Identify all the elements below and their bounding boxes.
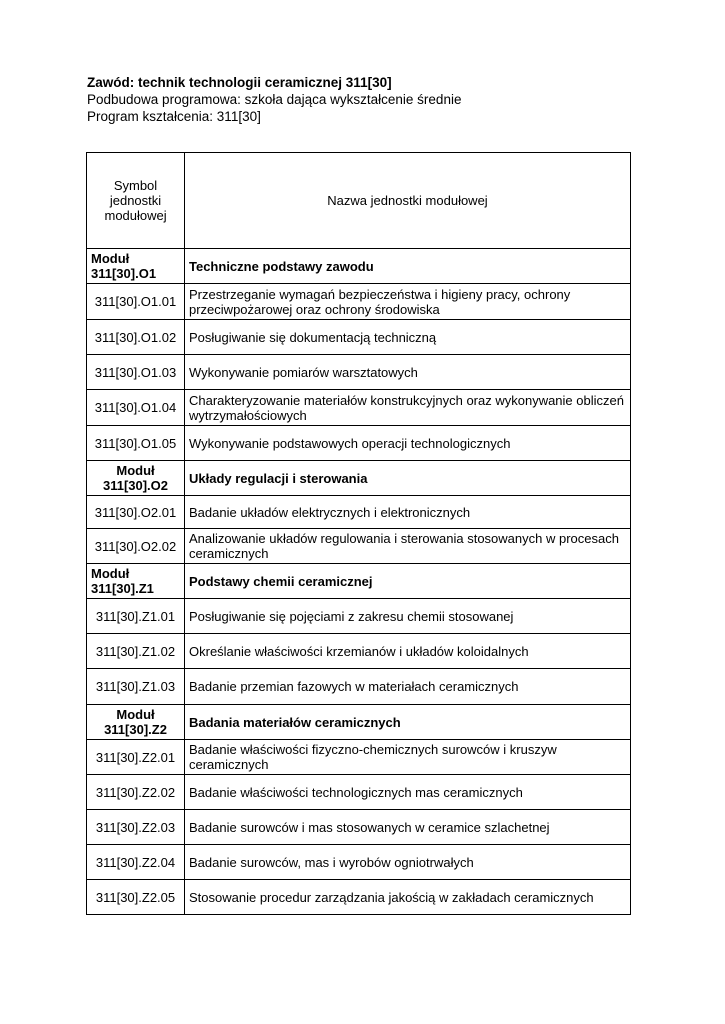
unit-name: Przestrzeganie wymagań bezpieczeństwa i higieny pracy, ochrony przeciwpożarowej oraz ochrony środowiska (185, 284, 631, 320)
table-row (87, 496, 631, 529)
unit-name: Charakteryzowanie materiałów konstrukcyjnych oraz wykonywanie obliczeń wytrzymałościowych (185, 390, 631, 426)
header-symbol: Symbol jednostki modułowej (87, 153, 185, 249)
unit-name: Określanie właściwości krzemianów i układów koloidalnych (185, 634, 631, 669)
table-row (87, 669, 631, 705)
table-row (87, 599, 631, 634)
table-row (87, 775, 631, 810)
unit-name: Badanie surowców i mas stosowanych w ceramice szlachetnej (185, 810, 631, 845)
header-name: Nazwa jednostki modułowej (185, 153, 631, 249)
unit-symbol: 311[30].Z1.01 (87, 599, 185, 634)
unit-name: Analizowanie układów regulowania i sterowania stosowanych w procesach ceramicznych (185, 529, 631, 564)
module-name: Podstawy chemii ceramicznej (185, 564, 631, 599)
module-name: Techniczne podstawy zawodu (185, 249, 631, 284)
unit-name: Badanie surowców, mas i wyrobów ogniotrwałych (185, 845, 631, 880)
table-row (87, 880, 631, 915)
table-header-row (87, 153, 631, 249)
unit-symbol: 311[30].Z1.02 (87, 634, 185, 669)
unit-symbol: 311[30].Z2.02 (87, 775, 185, 810)
table-row (87, 284, 631, 320)
table-row (87, 529, 631, 564)
module-row (87, 249, 631, 284)
module-symbol: Moduł 311[30].O1 (87, 249, 185, 284)
unit-name: Wykonywanie pomiarów warsztatowych (185, 355, 631, 390)
profession-title: Zawód: technik technologii ceramicznej 311[30] (87, 75, 392, 90)
unit-symbol: 311[30].O1.02 (87, 320, 185, 355)
program-basis: Podbudowa programowa: szkoła dająca wykształcenie średnie (87, 92, 462, 107)
module-row (87, 705, 631, 740)
table-row (87, 355, 631, 390)
unit-symbol: 311[30].O2.02 (87, 529, 185, 564)
module-name: Układy regulacji i sterowania (185, 461, 631, 496)
table-row (87, 845, 631, 880)
document-header (87, 74, 461, 125)
unit-symbol: 311[30].O2.01 (87, 496, 185, 529)
table-row (87, 426, 631, 461)
module-symbol: Moduł 311[30].Z1 (87, 564, 185, 599)
table-row (87, 634, 631, 669)
unit-symbol: 311[30].Z2.04 (87, 845, 185, 880)
unit-symbol: 311[30].Z2.03 (87, 810, 185, 845)
unit-name: Posługiwanie się pojęciami z zakresu chemii stosowanej (185, 599, 631, 634)
unit-name: Badanie właściwości technologicznych mas ceramicznych (185, 775, 631, 810)
unit-symbol: 311[30].O1.03 (87, 355, 185, 390)
table-row (87, 810, 631, 845)
module-symbol: Moduł 311[30].Z2 (87, 705, 185, 740)
unit-symbol: 311[30].O1.04 (87, 390, 185, 426)
unit-name: Wykonywanie podstawowych operacji technologicznych (185, 426, 631, 461)
table-row (87, 740, 631, 775)
module-name: Badania materiałów ceramicznych (185, 705, 631, 740)
unit-name: Badanie układów elektrycznych i elektronicznych (185, 496, 631, 529)
unit-symbol: 311[30].O1.01 (87, 284, 185, 320)
unit-name: Badanie właściwości fizyczno-chemicznych surowców i kruszyw ceramicznych (185, 740, 631, 775)
module-row (87, 461, 631, 496)
unit-symbol: 311[30].O1.05 (87, 426, 185, 461)
unit-name: Stosowanie procedur zarządzania jakością w zakładach ceramicznych (185, 880, 631, 915)
unit-name: Badanie przemian fazowych w materiałach ceramicznych (185, 669, 631, 705)
table-row (87, 390, 631, 426)
module-units-table (86, 152, 631, 915)
unit-symbol: 311[30].Z2.01 (87, 740, 185, 775)
table-row (87, 320, 631, 355)
unit-symbol: 311[30].Z1.03 (87, 669, 185, 705)
unit-name: Posługiwanie się dokumentacją techniczną (185, 320, 631, 355)
unit-symbol: 311[30].Z2.05 (87, 880, 185, 915)
program-code: Program kształcenia: 311[30] (87, 109, 261, 124)
module-row (87, 564, 631, 599)
module-symbol: Moduł 311[30].O2 (87, 461, 185, 496)
